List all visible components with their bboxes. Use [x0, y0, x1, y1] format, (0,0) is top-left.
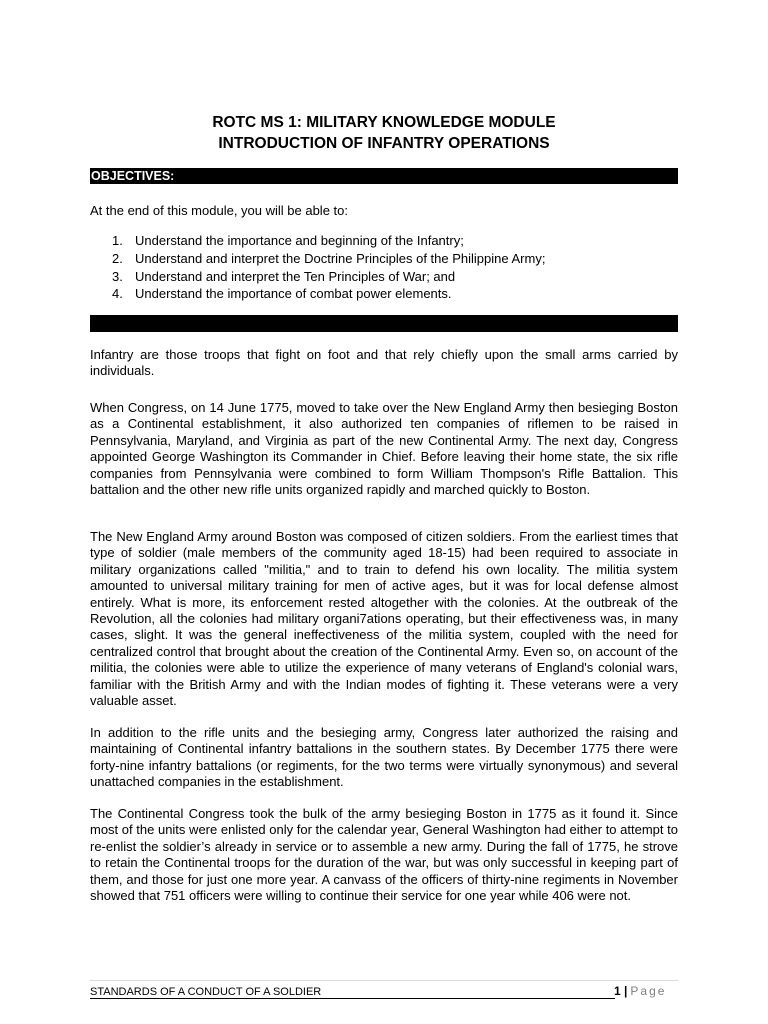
list-item	[90, 232, 545, 250]
objectives-heading: OBJECTIVES:	[91, 169, 175, 183]
section-divider-bar	[90, 315, 678, 332]
document-subtitle: INTRODUCTION OF INFANTRY OPERATIONS	[218, 135, 550, 152]
footer-title-text: STANDARDS OF A CONDUCT OF A SOLDIER	[90, 986, 322, 998]
list-item	[90, 268, 545, 286]
list-item-text: Understand the importance and beginning of the Infantry;	[135, 233, 464, 248]
list-item-text: Understand and interpret the Ten Principles of War; and	[135, 268, 456, 284]
list-item-text: Understand and interpret the Doctrine Principles of the Philippine Army;	[135, 250, 546, 266]
footer-title	[90, 986, 615, 999]
list-item-number: 2.	[112, 250, 123, 266]
list-item-text: Understand the importance of combat power elements.	[135, 286, 452, 302]
objectives-intro: At the end of this module, you will be able to:	[90, 203, 348, 218]
body-paragraph: The New England Army around Boston was composed of citizen soldiers. From the earliest times that type of soldier (male members of the community aged 18-15) had been required to associate in military organizations called "militia," and to train to defend his own locality. The militia system amounted to universal military training for men of active ages, but it was for local defense almost entirely. What is more, its enforcement rested altogether with the colonies. At the outbreak of the Revolution, all the colonies had military organi7ations operating, but their effectiveness was, in many cases, slight. It was the general ineffectiveness of the militia system, coupled with the need for centralized control that brought about the creation of the Continental Army. Even so, on account of the militia, the colonies were able to utilize the experience of many veterans of England's colonial wars, familiar with the British Army and with the Indian modes of fighting it. These veterans were a very valuable asset.	[90, 529, 678, 709]
document-title: ROTC MS 1: MILITARY KNOWLEDGE MODULE	[212, 114, 556, 131]
page-separator: |	[624, 984, 628, 998]
list-item	[90, 285, 545, 303]
page-number: 1	[614, 984, 621, 998]
page-label: Page	[630, 984, 667, 998]
body-paragraph: When Congress, on 14 June 1775, moved to take over the New England Army then besieging Boston as a Continental establishment, it also authorized ten companies of riflemen to be raised in Pennsylvania, Maryland, and Virginia as part of the new Continental Army. The next day, Congress appointed George Washington its Commander in Chief. Before leaving their home state, the six rifle companies from Pennsylvania were combined to form William Thompson's Rifle Battalion. This battalion and the other new rifle units organized rapidly and marched quickly to Boston.	[90, 400, 678, 498]
list-item-number: 3.	[112, 268, 123, 284]
footer-divider	[90, 980, 678, 981]
objectives-heading-bar	[90, 168, 678, 184]
list-item-number: 1.	[112, 233, 123, 248]
body-paragraph: The Continental Congress took the bulk of the army besieging Boston in 1775 as it found it. Since most of the units were enlisted only for the calendar year, General Washington had either to attempt to re-enlist the soldier’s already in service or to assemble a new army. During the fall of 1775, he strove to retain the Continental troops for the duration of the war, but was only successful in keeping part of them, and those for just one more year. A canvass of the officers of thirty-nine regiments in November showed that 751 officers were willing to continue their service for one year while 406 were not.	[90, 806, 678, 904]
list-item-number: 4.	[112, 286, 123, 302]
objectives-list	[90, 232, 545, 303]
page-indicator	[614, 984, 666, 998]
list-item	[90, 250, 545, 268]
body-paragraph: Infantry are those troops that fight on foot and that rely chiefly upon the small arms carried by individuals.	[90, 347, 678, 379]
body-paragraph: In addition to the rifle units and the besieging army, Congress later authorized the raising and maintaining of Continental infantry battalions in the southern states. By December 1775 there were forty-nine infantry battalions (or regiments, for the two terms were virtually synonymous) and several unattached companies in the establishment.	[90, 725, 678, 790]
